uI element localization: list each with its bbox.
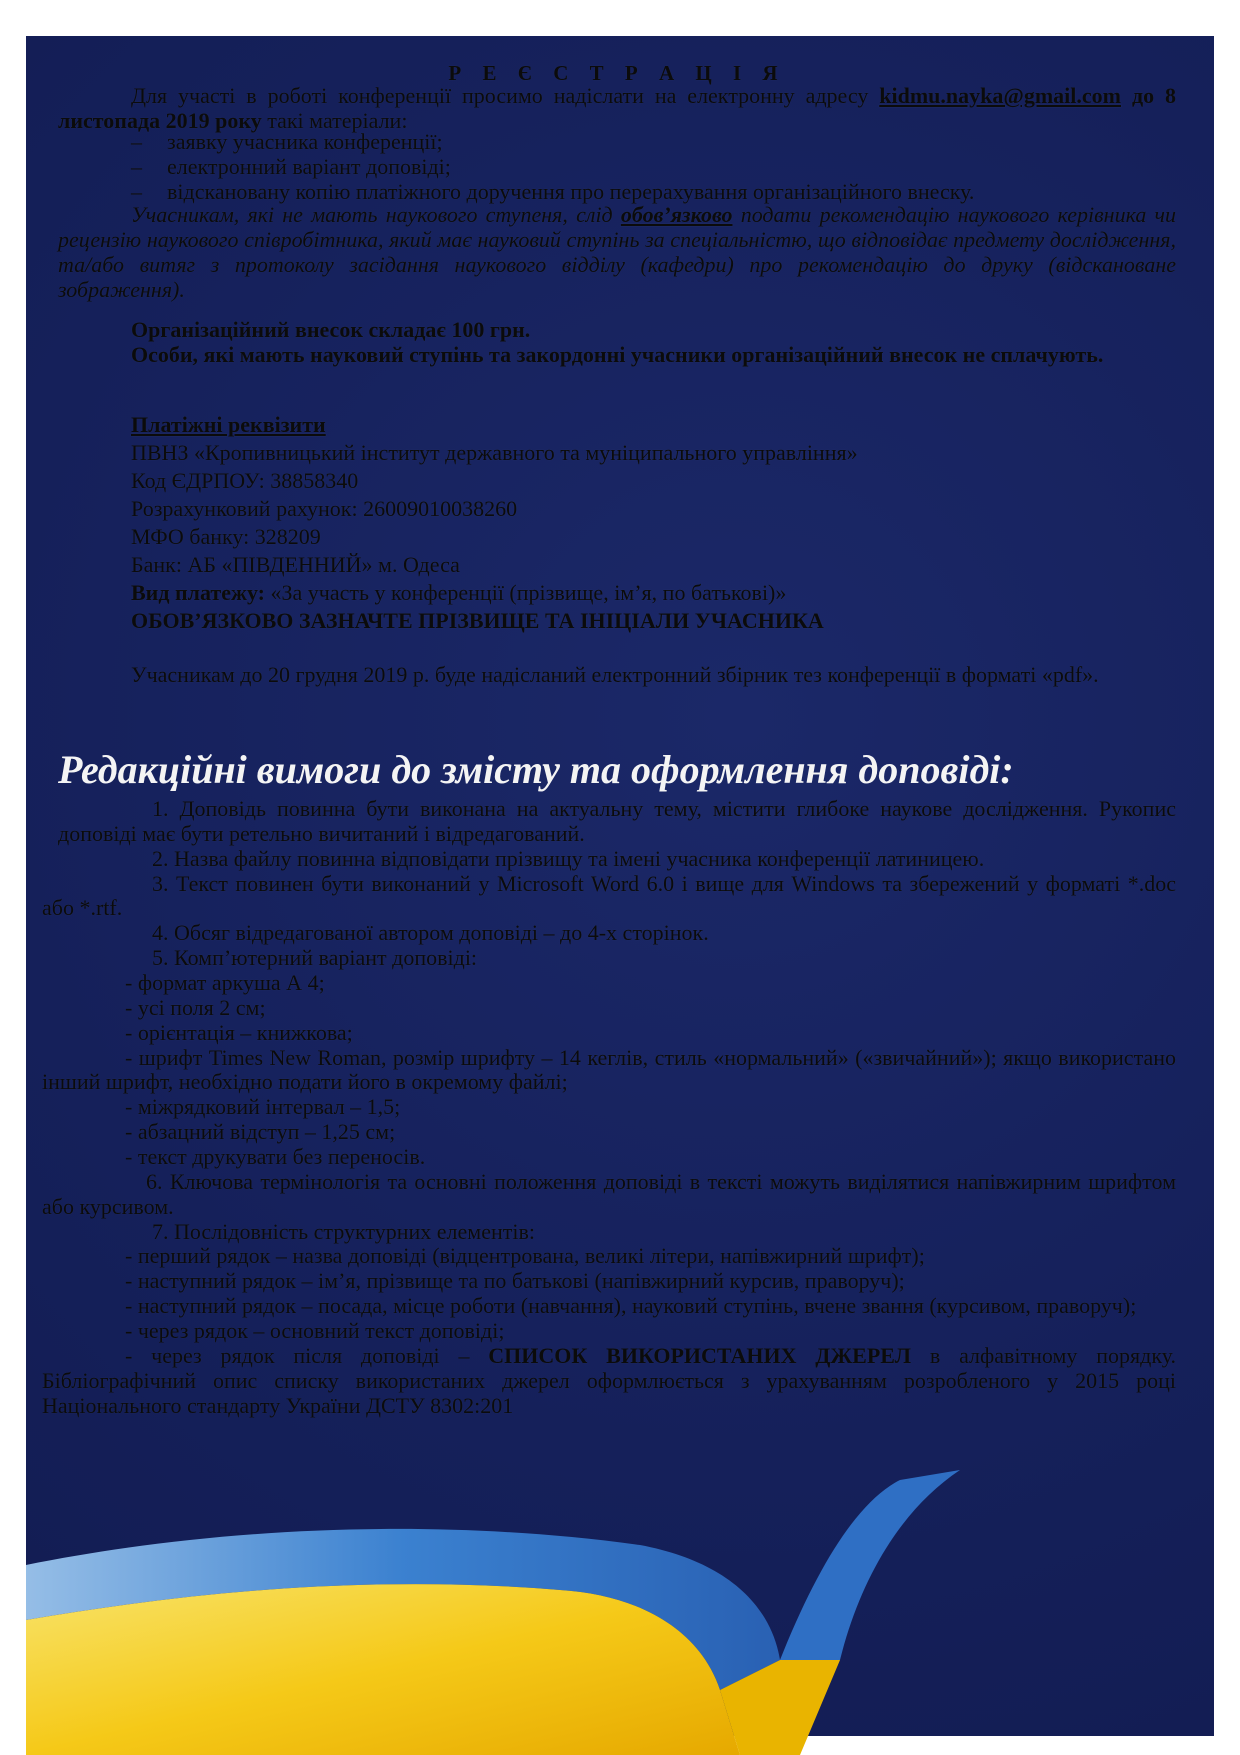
sources-list-emphasis: СПИСОК ВИКОРИСТАНИХ ДЖЕРЕЛ xyxy=(488,1342,912,1368)
list-item: – електронний варіант доповіді; xyxy=(131,153,451,179)
collection-note: Учасникам до 20 грудня 2019 р. буде надісланий електронний збірник тез конференції в форматі «pdf». xyxy=(131,662,1099,687)
list-item: - через рядок після доповіді – СПИСОК ВИКОРИСТАНИХ ДЖЕРЕЛ в алфавітному порядку. Бібліографічний опис списку використаних джерел оформлюється з урахуванням розробленого у 2015 році Національного стандарту України ДСТУ 8302:201 xyxy=(42,1342,1177,1418)
list-item: - формат аркуша А 4; xyxy=(125,970,325,996)
payment-mfo: МФО банку: 328209 xyxy=(131,523,321,549)
list-item: - орієнтація – книжкова; xyxy=(125,1019,353,1045)
ribbon-blue-tail xyxy=(780,1470,960,1660)
payment-type: Вид платежу: «За участь у конференції (прізвище, ім’я, по батькові)» xyxy=(131,579,787,605)
fee-info xyxy=(58,318,1176,368)
fee-exemption: Особи, які мають науковий ступінь та закордонні учасники організаційний внесок не сплачують. xyxy=(131,341,1104,367)
list-item: 1. Доповідь повинна бути виконана на актуальну тему, містити глибоке наукове дослідження. Рукопис доповіді має бути ретельно вичитаний і відредагований. xyxy=(58,796,1176,846)
list-item: 3. Текст повинен бути виконаний у Microsoft Word 6.0 і вище для Windows та збережений у форматі *.doc або *.rtf. xyxy=(42,870,1176,921)
list-item: - усі поля 2 см; xyxy=(125,994,266,1020)
recommendation-note: Учасникам, які не мають наукового ступеня, слід обов’язково подати рекомендацію наукового керівника чи рецензію наукового співробітника, який має науковий ступінь за спеціальністю, що відповідає предмету дослідження, та/або витяг з протоколу засідання наукового відділу (кафедри) про рекомендацію до друку (відскановане зображення). xyxy=(58,202,1177,302)
mandatory-emphasis: обов’язково xyxy=(620,202,733,227)
list-item: - перший рядок – назва доповіді (відцентрована, великі літери, напівжирний шрифт); xyxy=(125,1243,925,1269)
requirements-list xyxy=(42,797,1176,1418)
payment-account: Розрахунковий рахунок: 26009010038260 xyxy=(131,495,518,521)
intro-tail: такі матеріали: xyxy=(267,107,408,133)
intro-text: Для участі в роботі конференції просимо надіслати на електронну адресу xyxy=(131,83,869,108)
list-item: 6. Ключова термінологія та основні положення доповіді в тексті можуть виділятися напівжирним шрифтом або курсивом. xyxy=(42,1168,1176,1219)
list-item: 4. Обсяг відредагованої автором доповіді – до 4-х сторінок. xyxy=(152,920,709,946)
payment-heading: Платіжні реквізити xyxy=(131,412,326,437)
payment-mandatory: ОБОВ’ЯЗКОВО ЗАЗНАЧТЕ ПРІЗВИЩЕ ТА ІНІЦІАЛИ УЧАСНИКА xyxy=(131,607,824,633)
registration-title: Р Е Є С Т Р А Ц І Я xyxy=(448,61,786,85)
payment-org: ПВНЗ «Кропивницький інститут державного та муніципального управління» xyxy=(131,439,858,465)
list-item: 5. Комп’ютерний варіант доповіді: xyxy=(152,945,478,971)
payment-code: Код ЄДРПОУ: 38858340 xyxy=(131,467,359,493)
list-item: - шрифт Times New Roman, розмір шрифту – 14 кеглів, стиль «нормальний» («звичайний»); якщо використано інший шрифт, необхідно подати його в окремому файлі; xyxy=(42,1044,1176,1095)
registration-intro xyxy=(58,84,1176,134)
list-item: 7. Послідовність структурних елементів: xyxy=(152,1218,535,1244)
requirements-heading: Редакційні вимоги до змісту та оформлення доповіді: xyxy=(58,747,1014,792)
fee-line: Організаційний внесок складає 100 грн. xyxy=(131,317,531,342)
deadline: до 8 листопада 2019 року xyxy=(58,83,1176,133)
list-item: - наступний рядок – посада, місце роботи (навчання), науковий ступінь, вчене звання (курсивом, праворуч); xyxy=(125,1293,1137,1319)
list-item: - через рядок – основний текст доповіді; xyxy=(125,1318,505,1344)
email-link[interactable]: kidmu.nayka@gmail.com xyxy=(879,83,1121,108)
list-item: – заявку учасника конференції; xyxy=(131,129,443,154)
list-item: - абзацний відступ – 1,25 см; xyxy=(125,1119,396,1145)
materials-list xyxy=(58,130,1240,205)
payment-bank: Банк: АБ «ПІВДЕННИЙ» м. Одеса xyxy=(131,551,460,577)
list-item: – відскановану копію платіжного доручення про перерахування організаційного внеску. xyxy=(131,178,975,204)
ribbon-yellow-band xyxy=(26,1584,740,1755)
list-item: 2. Назва файлу повинна відповідати прізвищу та імені учасника конференції латиницею. xyxy=(152,845,985,871)
list-item: - наступний рядок – ім’я, прізвище та по батькові (напівжирний курсив, праворуч); xyxy=(125,1268,905,1294)
payment-details xyxy=(58,411,1176,635)
list-item: - міжрядковий інтервал – 1,5; xyxy=(125,1094,401,1120)
list-item: - текст друкувати без переносів. xyxy=(125,1144,426,1170)
